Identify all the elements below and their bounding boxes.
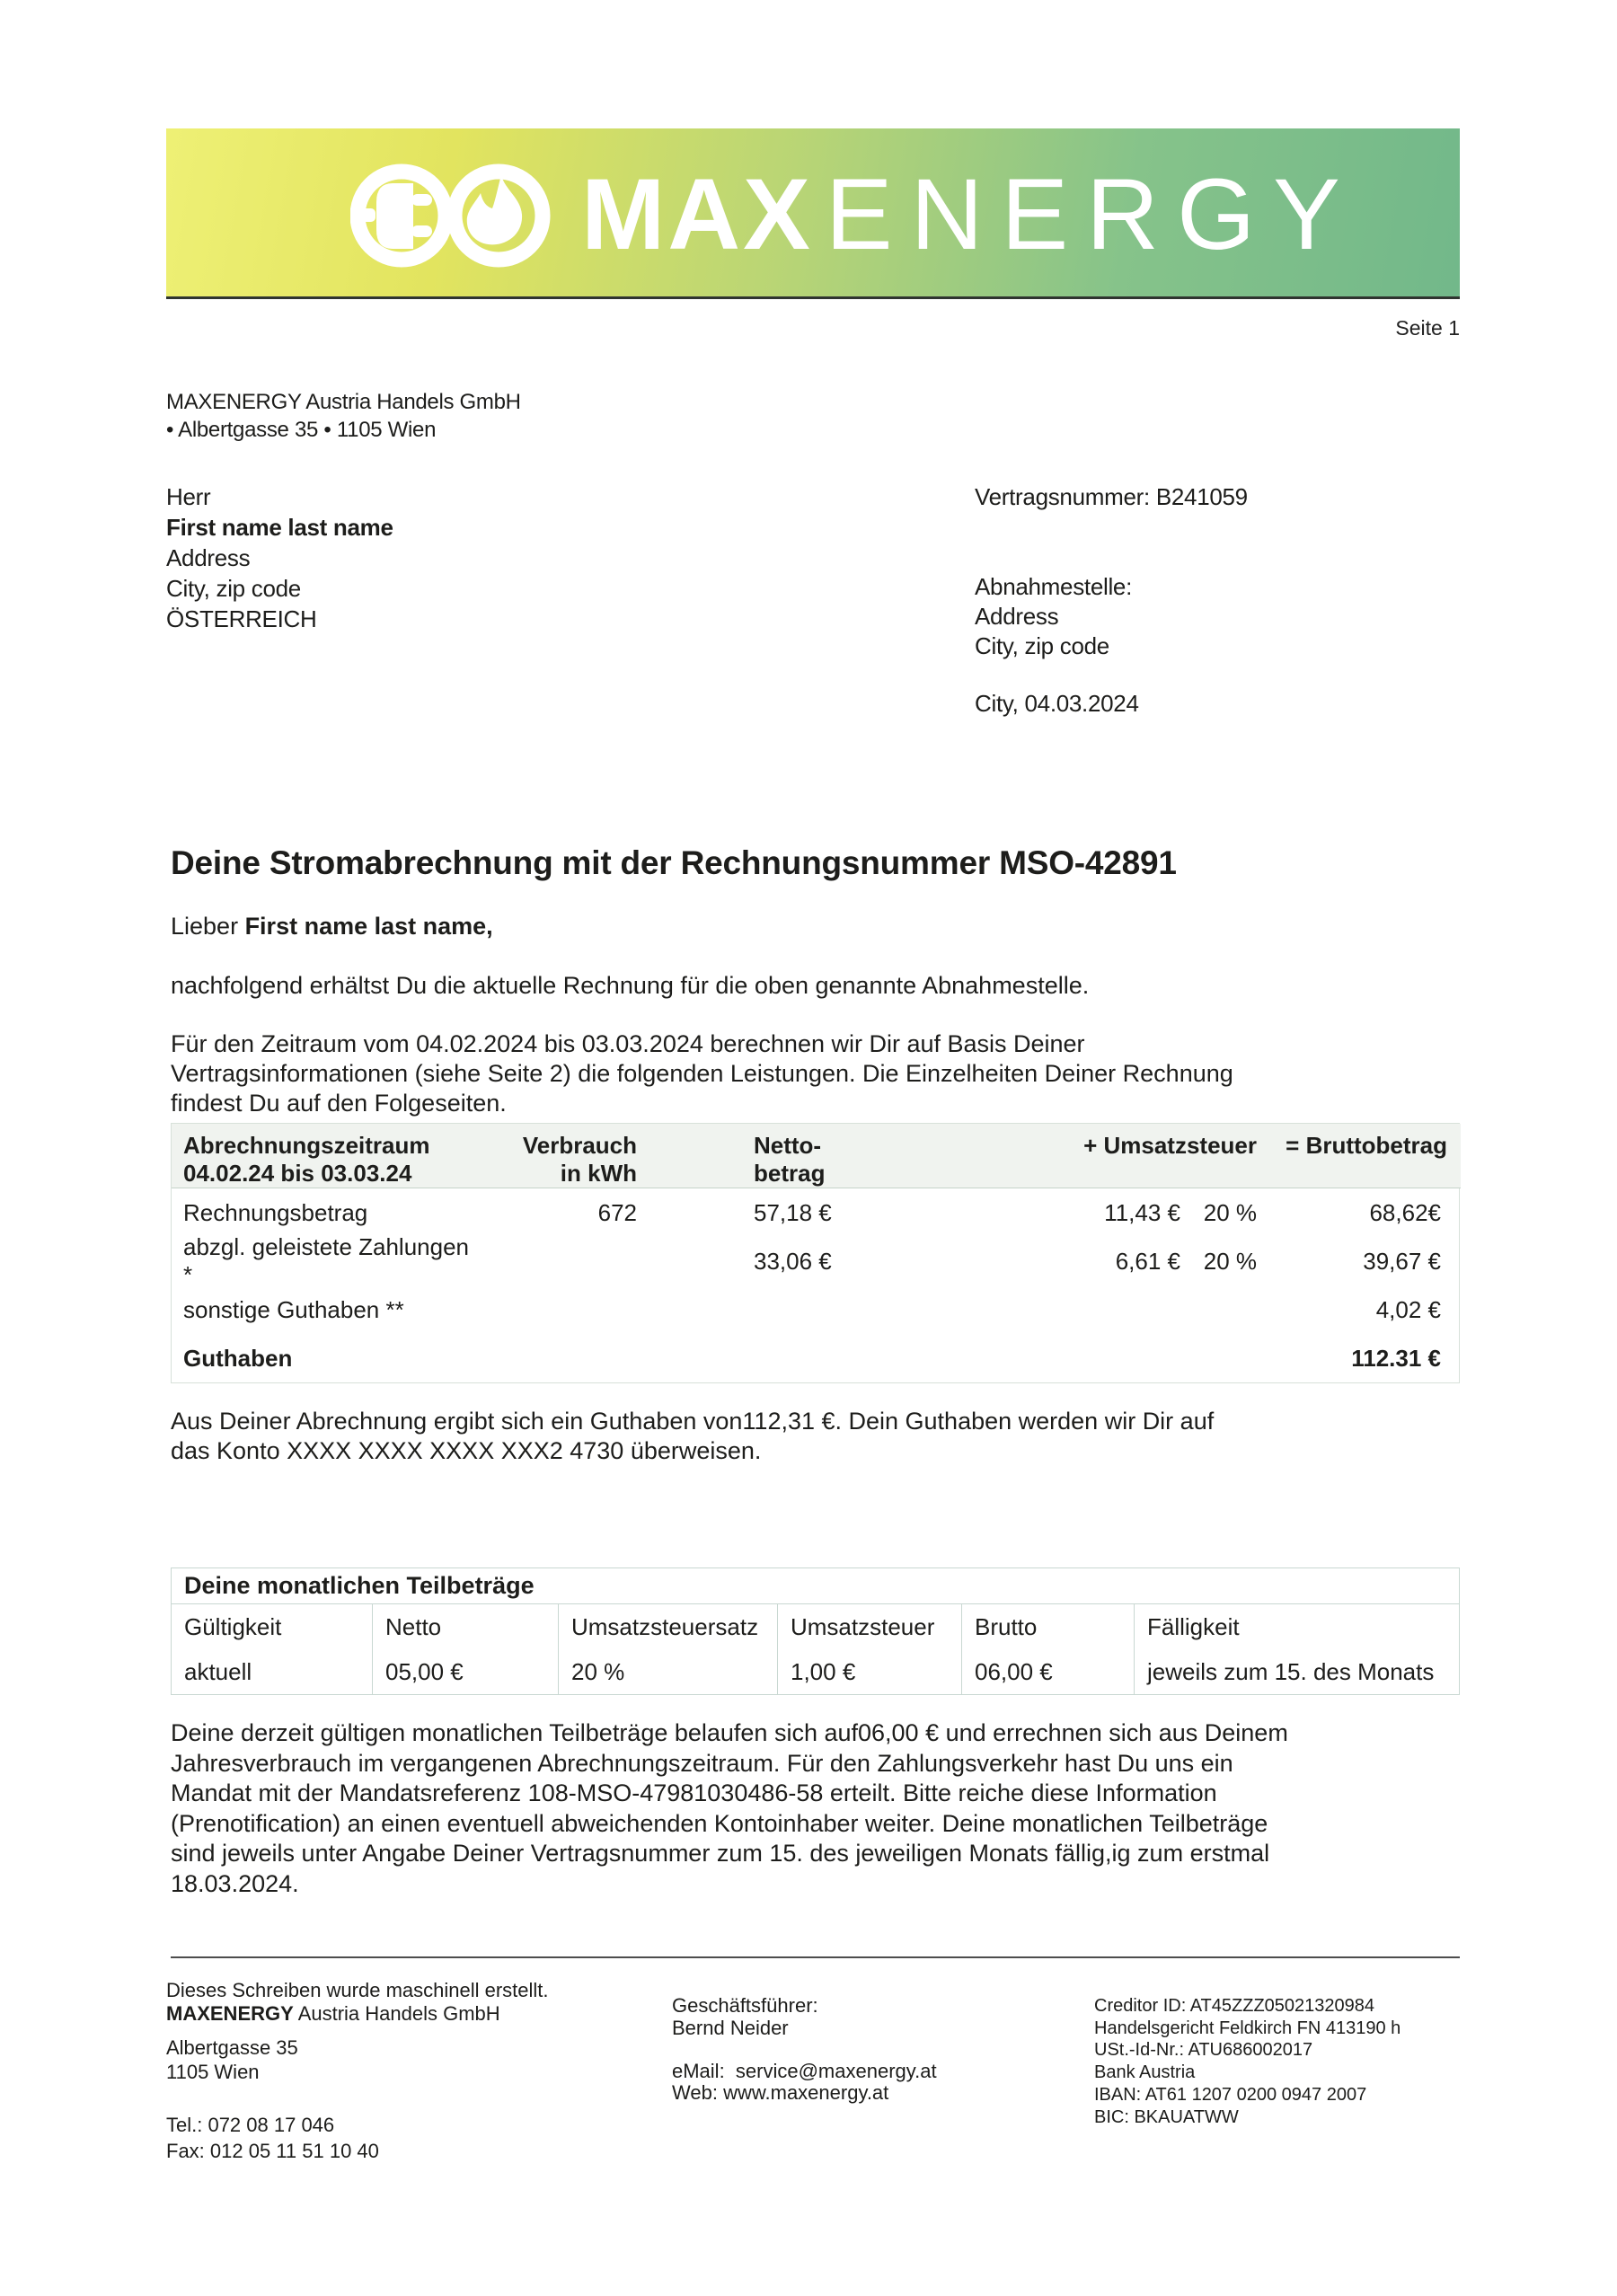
delivery-point-city: City, zip code: [975, 632, 1109, 659]
flame-icon: [455, 172, 543, 260]
footer-company-column: [166, 1979, 549, 2164]
table-cell-vat: 11,43 €: [1104, 1198, 1180, 1226]
invoice-title: Deine Stromabrechnung mit der Rechnungsnummer MSO-42891: [171, 844, 1177, 881]
table-cell-vat-rate: 20 %: [1203, 1198, 1257, 1226]
footer-fax: Fax: 012 05 11 51 10 40: [166, 2140, 379, 2162]
date-line: City, 04.03.2024: [975, 690, 1139, 717]
footer-divider: [171, 1956, 1460, 1958]
footer-creditor-id: Creditor ID: AT45ZZZ05021320984: [1094, 1996, 1375, 2016]
monthly-header-vat: Umsatzsteuer: [778, 1604, 962, 1650]
billing-table: [171, 1123, 1460, 1383]
monthly-header-vat-rate: Umsatzsteuersatz: [559, 1604, 778, 1650]
monthly-cell-gross: 06,00 €: [962, 1650, 1135, 1694]
delivery-point-block: [975, 572, 1132, 661]
installments-line: Deine derzeit gültigen monatlichen Teilbeträge belaufen sich auf06,00 € und errechnen sich aus Deinem: [171, 1719, 1288, 1746]
billing-header-consumption: Verbrauch in kWh: [477, 1124, 639, 1188]
header-banner: [166, 128, 1460, 299]
table-cell-net: [639, 1334, 908, 1382]
billing-header-period: Abrechnungszeitraum 04.02.24 bis 03.03.24: [172, 1124, 477, 1188]
table-cell-vat: 6,61 €: [1115, 1247, 1180, 1275]
table-cell-gross: 68,62€: [1369, 1198, 1441, 1226]
footer-tel: Tel.: 072 08 17 046: [166, 2114, 335, 2136]
footer-iban: IBAN: AT61 1207 0200 0947 2007: [1094, 2084, 1367, 2105]
monthly-header-gross: Brutto: [962, 1604, 1135, 1650]
brand-wordmark-bold: MAX: [581, 158, 813, 270]
page-number: Seite 1: [1395, 316, 1460, 340]
delivery-point-title: Abnahmestelle:: [975, 573, 1133, 600]
installments-line: sind jeweils unter Angabe Deiner Vertragsnummer zum 15. des jeweiligen Monats fällig,ig zum erstmal: [171, 1840, 1270, 1867]
footer-court: Handelsgericht Feldkirch FN 413190 h: [1094, 2018, 1401, 2038]
installments-line: Jahresverbrauch im vergangenen Abrechnungszeitraum. Für den Zahlungsverkehr hast Du uns ein: [171, 1749, 1233, 1777]
installments-line: Mandat mit der Mandatsreferenz 108-MSO-47981030486-58 erteilt. Bitte reiche diese Information: [171, 1779, 1217, 1806]
intro-paragraph: nachfolgend erhältst Du die aktuelle Rechnung für die oben genannte Abnahmestelle.: [171, 972, 1090, 999]
monthly-table-title: Deine monatlichen Teilbeträge: [172, 1568, 1459, 1604]
table-cell-vat: [908, 1334, 1187, 1382]
credit-line: das Konto XXXX XXXX XXXX XXX2 4730 überweisen.: [171, 1437, 762, 1464]
table-cell-gross: 4,02 €: [1375, 1295, 1441, 1323]
table-cell-kwh: 672: [597, 1198, 637, 1226]
monthly-cell-validity: aktuell: [172, 1650, 373, 1694]
table-cell-net: 33,06 €: [754, 1247, 832, 1275]
monthly-table: [171, 1567, 1460, 1695]
table-cell-label: abzgl. geleistete Zahlungen *: [183, 1233, 470, 1288]
greeting-prefix: Lieber: [171, 913, 245, 940]
monthly-header-validity: Gültigkeit: [172, 1604, 373, 1650]
brand-logo: [350, 161, 559, 270]
period-line: findest Du auf den Folgeseiten.: [171, 1090, 507, 1117]
footer-email: eMail: service@maxenergy.at: [672, 2060, 937, 2082]
footer-machine-note: Dieses Schreiben wurde maschinell erstellt.: [166, 1979, 549, 2001]
footer-vat-id: USt.-Id-Nr.: ATU686002017: [1094, 2040, 1313, 2061]
footer-contact-column: [672, 1994, 937, 2104]
monthly-cell-vat: 1,00 €: [778, 1650, 962, 1694]
billing-header-vat: + Umsatzsteuer: [908, 1124, 1269, 1188]
footer-company-rest: Austria Handels GmbH: [293, 2002, 500, 2025]
table-cell-kwh: [477, 1285, 639, 1334]
footer-city: 1105 Wien: [166, 2061, 260, 2083]
period-line: Für den Zeitraum vom 04.02.2024 bis 03.03.2024 berechnen wir Dir auf Basis Deiner: [171, 1030, 1085, 1057]
installments-line: 18.03.2024.: [171, 1869, 299, 1897]
monthly-cell-vat-rate: 20 %: [559, 1650, 778, 1694]
delivery-point-address: Address: [975, 603, 1059, 630]
table-cell-total-gross: 112.31 €: [1351, 1344, 1441, 1372]
recipient-block: [166, 481, 393, 634]
footer-ceo-name: Bernd Neider: [672, 2017, 789, 2039]
greeting-name: First name last name,: [244, 913, 493, 940]
table-cell-total-label: Guthaben: [183, 1344, 293, 1372]
footer-bic: BIC: BKAUATWW: [1094, 2106, 1239, 2127]
sender-line: [166, 388, 521, 444]
table-cell-vat-rate: [1187, 1285, 1269, 1334]
billing-header-gross: = Bruttobetrag: [1269, 1124, 1461, 1188]
period-paragraph: [171, 1029, 1233, 1118]
table-cell-kwh: [477, 1237, 639, 1285]
credit-line: Aus Deiner Abrechnung ergibt sich ein Guthaben von112,31 €. Dein Guthaben werden wir Dir auf: [171, 1408, 1215, 1435]
sender-address: • Albertgasse 35 • 1105 Wien: [166, 418, 437, 442]
billing-header-net: Netto- betrag: [639, 1124, 908, 1188]
footer-web: Web: www.maxenergy.at: [672, 2081, 889, 2104]
table-cell-vat-rate: 20 %: [1203, 1247, 1257, 1275]
recipient-address: Address: [166, 544, 251, 571]
brand-wordmark-light: ENERGY: [825, 158, 1358, 270]
plug-icon: [358, 172, 446, 260]
monthly-cell-net: 05,00 €: [373, 1650, 559, 1694]
installments-line: (Prenotification) an einen eventuell abweichenden Kontoinhaber weiter. Deine monatlichen Teilbeträge: [171, 1809, 1268, 1837]
footer-company-bold: MAXENERGY: [166, 2002, 294, 2025]
footer-legal-column: [1094, 1995, 1401, 2128]
table-cell-label: Rechnungsbetrag: [183, 1198, 368, 1226]
recipient-name: First name last name: [166, 514, 393, 541]
table-cell-gross: 39,67 €: [1363, 1247, 1441, 1275]
table-cell-net: [639, 1285, 908, 1334]
monthly-header-net: Netto: [373, 1604, 559, 1650]
period-line: Vertragsinformationen (siehe Seite 2) die folgenden Leistungen. Die Einzelheiten Deiner Rechnung: [171, 1060, 1233, 1087]
brand-wordmark: [581, 158, 1358, 270]
recipient-country: ÖSTERREICH: [166, 605, 317, 632]
table-cell-kwh: [477, 1334, 639, 1382]
contract-number: Vertragsnummer: B241059: [975, 483, 1248, 510]
recipient-salutation: Herr: [166, 483, 211, 510]
table-cell-vat-rate: [1187, 1334, 1269, 1382]
table-cell-net: 57,18 €: [754, 1198, 832, 1226]
table-cell-vat: [908, 1285, 1187, 1334]
monthly-cell-due: jeweils zum 15. des Monats: [1147, 1658, 1435, 1685]
footer-ceo-label: Geschäftsführer:: [672, 1994, 818, 2017]
installments-paragraph: [171, 1718, 1288, 1899]
monthly-header-due: Fälligkeit: [1147, 1613, 1240, 1640]
table-cell-label: sonstige Guthaben **: [183, 1295, 404, 1323]
footer-bank: Bank Austria: [1094, 2062, 1196, 2083]
footer-street: Albertgasse 35: [166, 2036, 298, 2059]
credit-paragraph: [171, 1407, 1214, 1466]
greeting-line: [171, 913, 493, 940]
sender-company: MAXENERGY Austria Handels GmbH: [166, 390, 521, 414]
recipient-city: City, zip code: [166, 575, 301, 602]
footer-company-line: [166, 2002, 549, 2026]
